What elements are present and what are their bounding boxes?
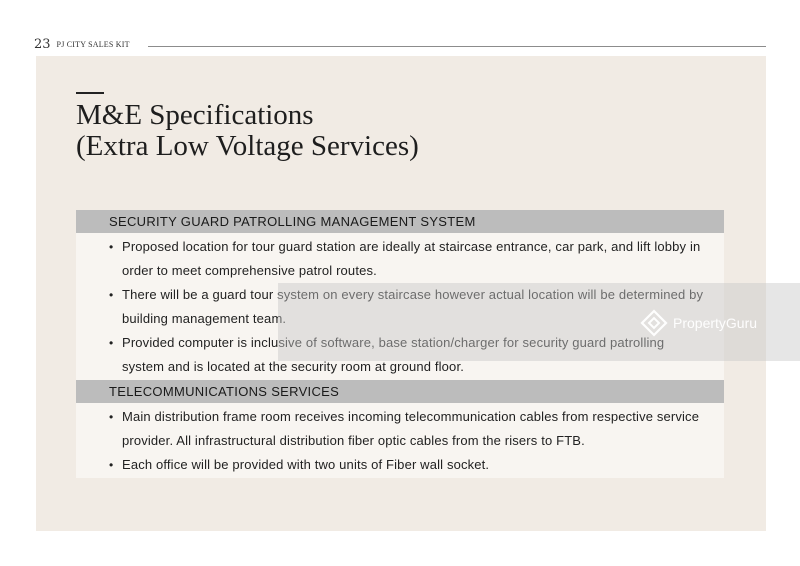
list-item xyxy=(76,235,724,283)
section-heading-security: SECURITY GUARD PATROLLING MANAGEMENT SYSTEM xyxy=(76,210,724,233)
bullet-icon: • xyxy=(109,410,114,424)
list-item-text: Each office will be provided with two units of Fiber wall socket. xyxy=(122,457,490,472)
page-title-line1: M&E Specifications xyxy=(76,99,314,131)
watermark-brand: PropertyGuru xyxy=(673,315,758,331)
list-item-text: Proposed location for tour guard station are ideally at staircase entrance, car park, and lift lobby in order to meet comprehensive patrol routes. xyxy=(122,239,701,278)
bullet-icon: • xyxy=(109,458,114,472)
list-item xyxy=(76,405,724,453)
list-item-text: Provided computer is inclusive of software, base station/charger for security guard patrolling system and is located at the security room at ground floor. xyxy=(122,335,665,374)
list-item xyxy=(76,453,724,477)
propertyguru-logo-icon xyxy=(640,309,668,337)
watermark-logo xyxy=(640,309,757,337)
section-body-telecom xyxy=(76,403,724,478)
list-item-text: Main distribution frame room receives incoming telecommunication cables from respective service provider. All infrastructural distribution fiber optic cables from the risers to FTB. xyxy=(122,409,700,448)
header-divider xyxy=(148,46,766,47)
title-accent-dash xyxy=(76,92,104,94)
bullet-icon: • xyxy=(109,288,114,302)
page-number: 23 xyxy=(34,36,51,52)
kit-title: PJ CITY SALES KIT xyxy=(56,39,130,49)
section-heading-telecom: TELECOMMUNICATIONS SERVICES xyxy=(76,380,724,403)
page-header xyxy=(34,34,766,54)
page-title xyxy=(76,100,419,162)
page-title-line2: (Extra Low Voltage Services) xyxy=(76,130,419,162)
bullet-icon: • xyxy=(109,336,114,350)
list-item-text: There will be a guard tour system on every staircase however actual location will be determined by building management team. xyxy=(122,287,704,326)
bullet-icon: • xyxy=(109,240,114,254)
